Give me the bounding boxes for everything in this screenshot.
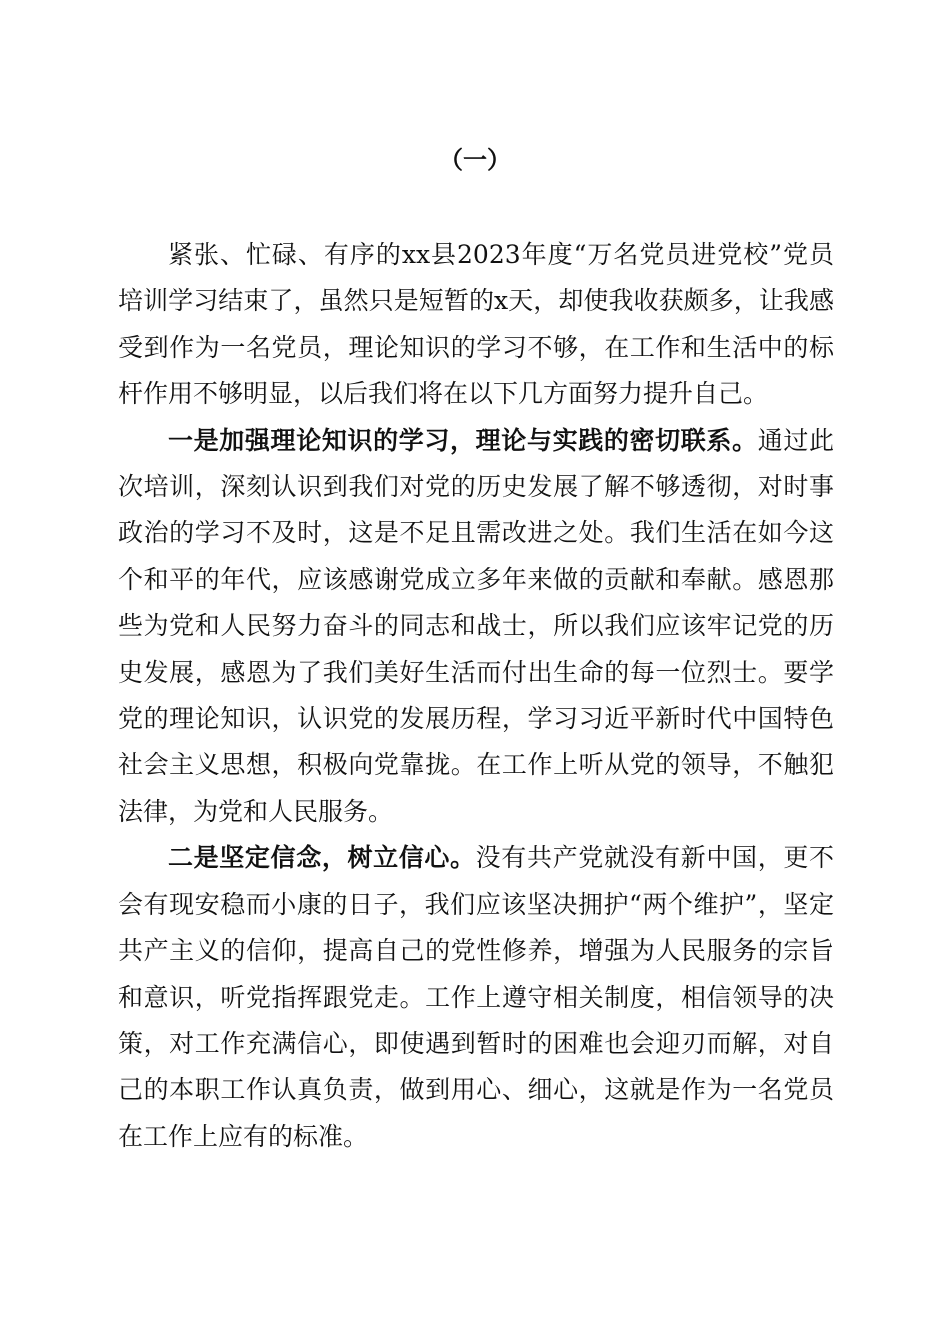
paragraph-point-one (118, 418, 834, 836)
paragraph-point-one-lead: 一是加强理论知识的学习，理论与实践的密切联系。 (168, 425, 758, 455)
paragraph-point-two-lead: 二是坚定信念，树立信心。 (168, 843, 476, 873)
section-title: （一） (439, 145, 511, 174)
document-body (118, 232, 834, 1160)
paragraph-point-one-text: 通过此次培训，深刻认识到我们对党的历史发展了解不够透彻，对时事政治的学习不及时，这是不足且需改进之处。我们生活在如今这个和平的年代，应该感谢党成立多年来做的贡献和奉献。感恩那些为党和人民努力奋斗的同志和战士，所以我们应该牢记党的历史发展，感恩为了我们美好生活而付出生命的每一位烈士。要学党的理论知识，认识党的发展历程，学习习近平新时代中国特色社会主义思想，积极向党靠拢。在工作上听从党的领导，不触犯法律，为党和人民服务。 (118, 425, 834, 826)
paragraph-point-two-text: 没有共产党就没有新中国，更不会有现安稳而小康的日子，我们应该坚决拥护“两个维护”，坚定共产主义的信仰，提高自己的党性修养，增强为人民服务的宗旨和意识，听党指挥跟党走。工作上遵守相关制度，相信领导的决策，对工作充满信心，即使遇到暂时的困难也会迎刃而解，对自己的本职工作认真负责，做到用心、细心，这就是作为一名党员在工作上应有的标准。 (118, 843, 834, 1151)
paragraph-intro (118, 232, 834, 418)
paragraph-intro-text: 紧张、忙碌、有序的xx县2023年度“万名党员进党校”党员培训学习结束了，虽然只是短暂的x天，却使我收获颇多，让我感受到作为一名党员，理论知识的学习不够，在工作和生活中的标杆作用不够明显，以后我们将在以下几方面努力提升自己。 (118, 240, 834, 409)
paragraph-point-two (118, 835, 834, 1160)
